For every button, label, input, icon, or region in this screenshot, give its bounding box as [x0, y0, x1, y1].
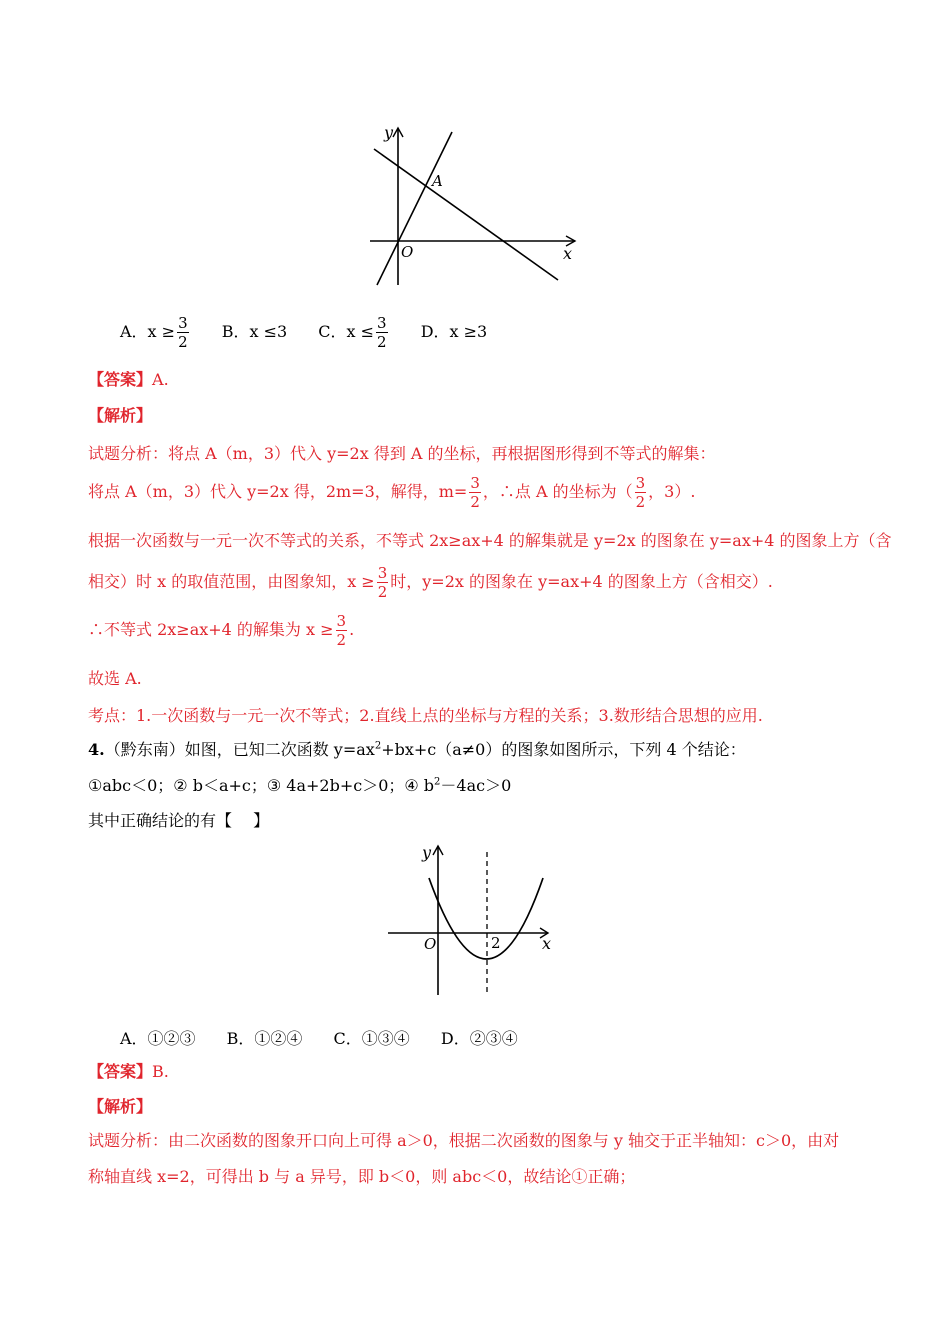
y-label: y: [422, 843, 432, 862]
q3-options: [120, 314, 513, 351]
q4-stem-line3: 其中正确结论的有【 】: [88, 811, 270, 830]
point-a-label: A: [432, 172, 443, 190]
figure-parabola-graph: [380, 840, 560, 1000]
q3-option-d[interactable]: D．x ≥3: [420, 322, 488, 341]
fraction: $\frac{3}{2}$: [377, 314, 387, 351]
q4-analysis-line2: 称轴直线 x=2，可得出 b 与 a 异号，即 b＜0，则 abc＜0，故结论①正确；: [88, 1167, 636, 1186]
q3-analysis-line4: 相交）时 x 的取值范围，由图象知，x ≥ $\frac{3}{2}$ 时，y=2x 的图象在 y=ax+4 的图象上方（含相交）.: [88, 564, 773, 601]
q4-answer: 【答案】B.: [88, 1062, 169, 1081]
q3-answer: 【答案】A.: [88, 370, 169, 389]
tick-label: 2: [491, 934, 501, 952]
q4-option-c[interactable]: C．①③④: [333, 1029, 410, 1048]
q3-analysis-line3: 根据一次函数与一元一次不等式的关系，不等式 2x≥ax+4 的解集就是 y=2x 的图象在 y=ax+4 的图象上方（含: [88, 531, 892, 550]
x-label: x: [542, 934, 552, 953]
q4-option-a[interactable]: A．①②③: [120, 1029, 196, 1048]
figure-linear-graph: [360, 120, 590, 290]
q3-analysis-tag: 【解析】: [88, 406, 153, 425]
fraction: $\frac{3}{2}$: [178, 314, 188, 351]
q4-stem-line2: ①abc＜0；② b＜a+c；③ 4a+2b+c＞0；④ $b^2-4ac>0$: [88, 776, 512, 795]
q4-stem-line1: 4.（黔东南）如图，已知二次函数 $y=ax^2+bx+c(a\ne 0)$的图象如图所示，下列 4 个结论：: [88, 740, 746, 759]
origin-label: O: [424, 935, 437, 953]
y-label: y: [384, 123, 394, 142]
origin-label: O: [401, 243, 414, 261]
q4-option-b[interactable]: B．①②④: [226, 1029, 303, 1048]
parabola: [429, 878, 543, 959]
q3-option-c[interactable]: C．x ≤ $\frac{3}{2}$: [318, 314, 387, 351]
q3-analysis-line6: 故选 A.: [88, 669, 142, 688]
q3-option-b[interactable]: B．x ≤3: [221, 322, 288, 341]
q3-option-a[interactable]: A．x ≥ $\frac{3}{2}$: [120, 314, 188, 351]
x-label: x: [563, 244, 573, 263]
q3-key-points: 考点：1.一次函数与一元一次不等式；2.直线上点的坐标与方程的关系；3.数形结合思想的应用.: [88, 706, 763, 725]
q4-analysis-tag: 【解析】: [88, 1097, 153, 1116]
q4-analysis-line1: 试题分析：由二次函数的图象开口向上可得 a＞0，根据二次函数的图象与 y 轴交于正半轴知：c＞0，由对: [88, 1131, 840, 1150]
q3-analysis-line1: 试题分析：将点 A（m，3）代入 y=2x 得到 A 的坐标，再根据图形得到不等式的解集：: [88, 444, 716, 463]
line-y-2x: [377, 132, 452, 285]
q3-analysis-line2: 将点 A（m，3）代入 y=2x 得，2m=3，解得，m= $\frac{3}{2}$ ，∴点 A 的坐标为（ $\frac{3}{2}$ ，3）.: [88, 474, 696, 511]
q3-analysis-line5: ∴不等式 2x≥ax+4 的解集为 x ≥ $\frac{3}{2}$ .: [88, 612, 355, 649]
q4-options: [120, 1026, 544, 1049]
q4-option-d[interactable]: D．②③④: [440, 1029, 518, 1048]
